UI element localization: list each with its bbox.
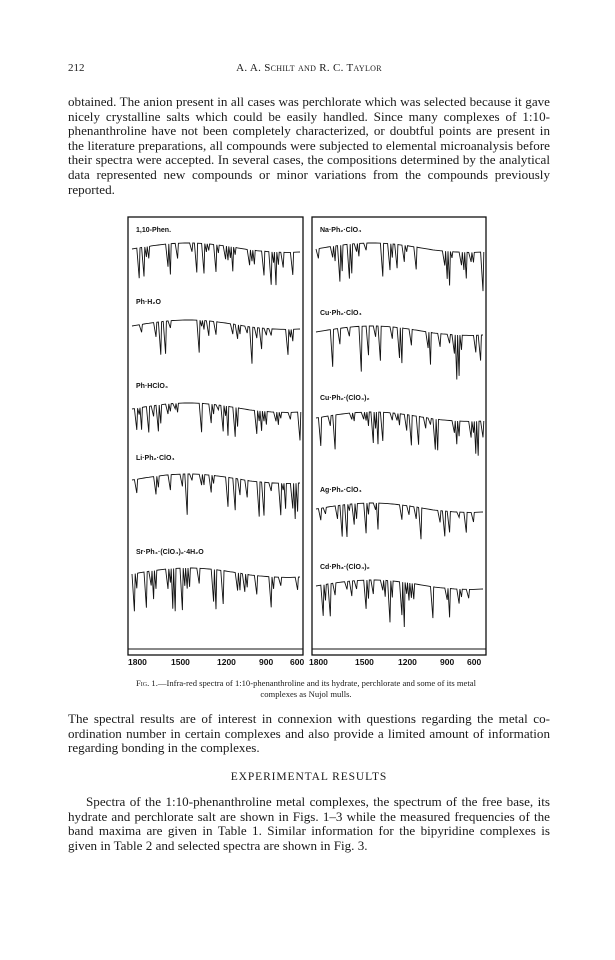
label-phen: 1,10-Phen. xyxy=(136,227,172,234)
caption-text: —Infra-red spectra of 1:10-phenanthroline and its hydrate, perchlorate and some of its metal complexes as Nujol mulls. xyxy=(157,678,476,699)
figure-caption xyxy=(124,678,488,699)
tick-left-1800: 1800 xyxy=(128,657,147,667)
caption-lead: Fig. 1. xyxy=(136,678,158,688)
running-header xyxy=(68,62,550,78)
spectrum-trace xyxy=(316,243,484,291)
section-heading: EXPERIMENTAL RESULTS xyxy=(230,771,388,783)
figure-1 xyxy=(124,214,488,676)
tick-left-1200: 1200 xyxy=(217,657,236,667)
spectrum-trace xyxy=(132,403,301,440)
label-ph-h2o: Ph·H₂O xyxy=(136,299,161,306)
tick-right-900: 900 xyxy=(440,657,455,667)
tick-left-600: 600 xyxy=(290,657,305,667)
spectrum-trace xyxy=(316,326,483,380)
paragraph-experimental: Spectra of the 1:10-phenanthroline metal complexes, the spectrum of the free base, its hydrate and perchlorate salt are shown in Figs. 1–3 while the measured frequencies of the band maxima are given in Table 1. Similar information for the bipyridine complexes is given in Table 2 and selected spectra are shown in Fig. 3. xyxy=(68,794,550,853)
label-na-ph2: Na·Ph₂·ClO₄ xyxy=(320,227,362,234)
label-cu-ph2: Cu·Ph₂·ClO₄ xyxy=(320,310,362,317)
spectrum-trace xyxy=(316,580,483,627)
tick-right-1800: 1800 xyxy=(309,657,328,667)
paragraph-results-intro: The spectral results are of interest in connexion with questions regarding the metal co-ordination number in certain complexes and also provide a limited amount of information regarding bonding in the complexes. xyxy=(68,711,550,756)
tick-left-1500: 1500 xyxy=(171,657,190,667)
running-title: A. A. Schilt and R. C. Taylor xyxy=(236,62,382,74)
label-sr-ph4: Sr·Ph₄·(ClO₄)₂·4H₂O xyxy=(136,549,204,556)
spectrum-trace xyxy=(316,412,484,456)
page-number: 212 xyxy=(68,62,85,74)
spectrum-trace xyxy=(132,474,300,519)
spectrum-trace xyxy=(316,503,483,539)
label-cd-ph3: Cd·Ph₃·(ClO₄)₂ xyxy=(320,564,370,571)
spectrum-trace xyxy=(132,243,300,285)
label-cu-ph2-clo4-2: Cu·Ph₂·(ClO₄)₂ xyxy=(320,395,370,402)
ir-spectra-plot xyxy=(124,214,488,676)
spectrum-trace xyxy=(132,568,300,611)
label-ag-ph2: Ag·Ph₂·ClO₄ xyxy=(320,487,362,494)
paragraph-intro: obtained. The anion present in all cases was perchlorate which was selected because it gave nicely crystalline salts which could be easily handled. Since many complexes of 1:10-phenanthroline have not been completely characterized, or doubtful points are present in the literature preparations, all compounds were subjected to elemental microanalysis before their spectra were accepted. In several cases, the compositions determined by the analytical data represented new compounds or minor variations from the compounds previously reported. xyxy=(68,94,550,197)
spectrum-trace xyxy=(132,320,300,364)
tick-left-900: 900 xyxy=(259,657,274,667)
label-li-ph2: Li·Ph₂·ClO₄ xyxy=(136,455,175,462)
label-ph-hclo4: Ph·HClO₄ xyxy=(136,383,169,390)
tick-right-600: 600 xyxy=(467,657,482,667)
tick-right-1500: 1500 xyxy=(355,657,374,667)
tick-right-1200: 1200 xyxy=(398,657,417,667)
